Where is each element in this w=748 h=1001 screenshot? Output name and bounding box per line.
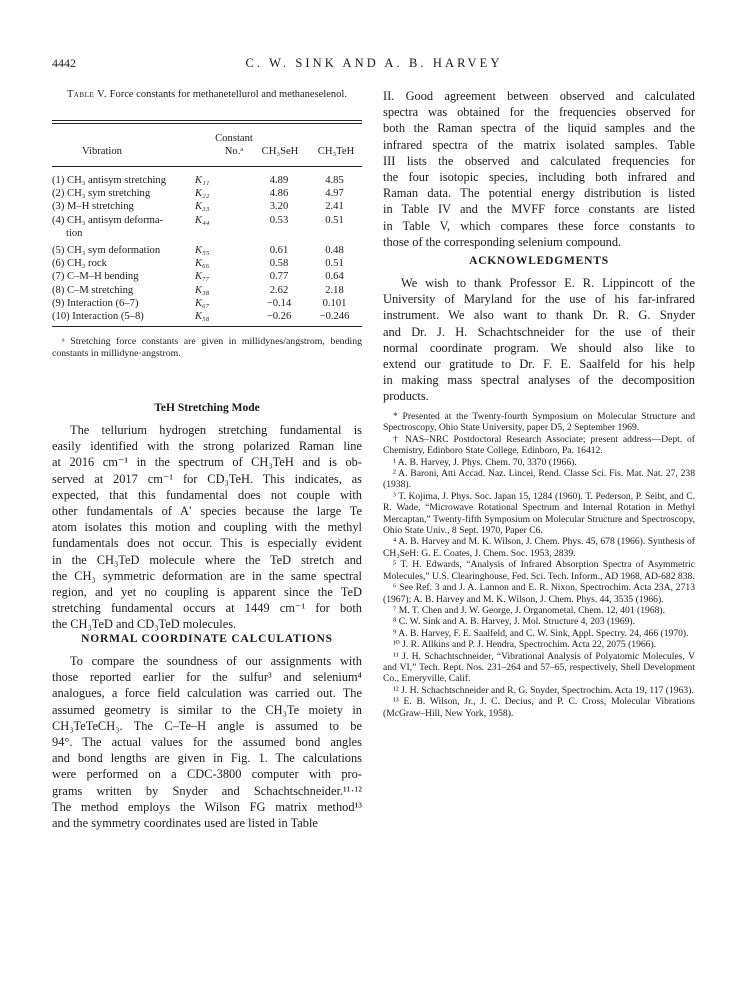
- text-line: The method employs the Wilson FG matrix method¹³: [52, 799, 362, 814]
- constant-no-cell: K₃₃: [195, 201, 210, 213]
- running-title: C. W. SINK AND A. B. HARVEY: [245, 56, 503, 70]
- ch3teh-value-cell: 4.97: [325, 188, 344, 200]
- text-line: atom isolates this motion and coupling with the methyl: [52, 520, 362, 535]
- constant-no-cell: K₅₈: [195, 311, 210, 323]
- text-line: in Table IV and the MVFF force constants are listed: [383, 202, 695, 217]
- reference-item: ⁵ T. H. Edwards, “Analysis of Infrared Absorption Spectra of Asymmetric Molecules,” U.S. Clearinghouse, Fed. Sci. Tech. Inform., AD 1968, AD-682 838.: [383, 559, 695, 582]
- text-line: products.: [383, 389, 429, 404]
- text-line: served at 2017 cm⁻¹ for CD₃TeH. This indicates, as: [52, 471, 362, 486]
- text-line: extend our gratitude to Dr. F. E. Saalfeld for his help: [383, 357, 695, 372]
- section-heading-ack: ACKNOWLEDGMENTS: [469, 255, 609, 267]
- table-bottom-rule: [52, 326, 362, 327]
- right-intro-paragraph: [383, 88, 695, 250]
- page-number: 4442: [52, 56, 76, 70]
- table-caption-text: Force constants for methanetellurol and methaneselenol.: [109, 89, 347, 100]
- constant-no-cell: K₆₆: [195, 258, 210, 270]
- text-line: easily identified with the strong polarized Raman line: [52, 439, 362, 454]
- constant-no-cell: K₁₁: [195, 175, 210, 186]
- reference-item: ⁹ A. B. Harvey, F. E. Saalfeld, and C. W. Sink, Appl. Spectry. 24, 466 (1970).: [393, 627, 689, 639]
- text-line: in making mass spectral analyses of the decomposition: [383, 373, 695, 388]
- vibration-cell: (7) C–M–H bending: [52, 271, 139, 283]
- reference-item: ⁴ A. B. Harvey and M. K. Wilson, J. Chem. Phys. 45, 678 (1966). Synthesis of CH₃SeH: G. E. Coates, J. Chem. Soc. 1953, 2839.: [383, 536, 695, 559]
- table-top-rule: [52, 120, 362, 121]
- table-row: [52, 257, 362, 270]
- text-line: other fundamentals of A′ species because the large Te: [52, 504, 362, 519]
- text-line: instrument. We also want to thank Dr. R. G. Snyder: [383, 308, 695, 323]
- table-row: [52, 310, 362, 323]
- vibration-cell-line: (4) CH₃ antisym deforma-: [52, 214, 164, 226]
- text-line: the four isotopic species, including both infrared and: [383, 170, 695, 185]
- table-caption-label: Table V.: [67, 89, 107, 100]
- text-line: The tellurium hydrogen stretching fundamental is: [70, 423, 362, 437]
- text-line: stretching fundamental occurs at 1449 cm⁻¹ for both: [52, 601, 362, 616]
- text-line: region, and yet no coupling is apparent since the TeD: [52, 585, 362, 600]
- ch3teh-value-cell: 0.51: [325, 258, 344, 270]
- reference-item: ¹ A. B. Harvey, J. Phys. Chem. 70, 3370 (1966).: [393, 456, 577, 468]
- reference-item: ⁷ M. T. Chen and J. W. George, J. Organometal. Chem. 12, 401 (1968).: [393, 604, 666, 616]
- text-line: analogues, a force field calculation was carried out. The: [52, 686, 362, 701]
- header-ch3teh: CH₃TeH: [317, 146, 355, 157]
- ch3seh-value-cell: 4.86: [269, 188, 289, 200]
- ch3seh-value-cell: 0.61: [269, 245, 289, 257]
- reference-item: ² A. Baroni, Atti Accad. Naz. Lincei, Rend. Classe Sci. Fis. Mat. Nat. 27, 238 (1938).: [383, 468, 695, 491]
- table-row: [52, 214, 362, 240]
- header-ch3seh: CH₃SeH: [261, 146, 299, 157]
- vibration-cell: (5) CH₃ sym deformation: [52, 245, 161, 257]
- text-line: II. Good agreement between observed and calculated: [383, 89, 695, 103]
- table-header-rule: [52, 166, 362, 167]
- header-vibration: Vibration: [82, 146, 122, 157]
- ch3seh-value-cell: 3.20: [269, 201, 289, 213]
- text-line: III lists the observed and calculated frequencies for: [383, 153, 695, 168]
- constant-no-cell: K₇₇: [195, 271, 210, 283]
- ch3seh-value-cell: −0.26: [266, 311, 292, 323]
- text-line: in Table V, which compares these force constants to: [383, 218, 695, 233]
- text-line: and Dr. J. H. Schachtschneider for the use of their: [383, 324, 695, 339]
- table-row: [52, 187, 362, 200]
- constant-no-cell: K₃₈: [195, 284, 210, 296]
- table-caption: [52, 88, 362, 101]
- reference-item: * Presented at the Twenty-fourth Symposium on Molecular Structure and Spectroscopy, Ohio State University, paper D5, 2 September 1969.: [383, 411, 695, 434]
- text-line: fundamentals does not occur. This is especially evident: [52, 536, 362, 551]
- table-row: [52, 270, 362, 283]
- reference-item: † NAS–NRC Postdoctoral Research Associate; present address—Dept. of Chemistry, Edinboro State College, Edinboro, Pa. 16412.: [383, 433, 695, 457]
- text-line: the CH₃ symmetric deformation are in the same spectral: [52, 568, 362, 583]
- section-heading-ncc: NORMAL COORDINATE CALCULATIONS: [81, 633, 333, 645]
- ch3seh-value-cell: −0.14: [266, 297, 292, 309]
- table-row: [52, 297, 362, 310]
- text-line: We wish to thank Professor E. R. Lippincott of the: [401, 276, 695, 290]
- ch3teh-value-cell: 0.48: [325, 245, 344, 257]
- table-column-headers: [52, 130, 362, 162]
- text-line: both the Raman spectra of the liquid samples and the: [383, 121, 695, 136]
- vibration-cell: (6) CH₃ rock: [52, 258, 107, 270]
- reference-item: ¹¹ J. H. Schachtschneider, “Vibrational Analysis of Polyatomic Molecules, V and VI,” Tech. Rept. Nos. 231–264 and 57–65, respectively, Shell Development Co., Emeryville, Calif.: [383, 650, 695, 685]
- text-line: in the CH₃TeD molecule where the TeD stretch and: [52, 552, 362, 567]
- vibration-cell-continuation: tion: [66, 227, 83, 239]
- ch3teh-value-cell: 0.51: [325, 214, 344, 226]
- ch3teh-value-cell: 2.41: [325, 201, 344, 213]
- reference-item: ¹² J. H. Schachtschneider and R. G. Snyder, Spectrochim. Acta 19, 117 (1963).: [393, 684, 694, 696]
- teh-paragraph: [52, 422, 362, 633]
- reference-item: ³ T. Kojima, J. Phys. Soc. Japan 15, 1284 (1960). T. Pederson, P. Seibt, and C. R. Wade, “Microwave Rotational Spectrum and Internal Rotation in Methyl Mercaptan,” Twenty-fifth Symposium on Molecular Structure and Spectroscopy, Ohio State Univ., 8 Sept. 1970, Paper C6.: [383, 490, 695, 537]
- constant-no-cell: K₅₅: [195, 245, 210, 257]
- ch3seh-value-cell: 0.58: [269, 258, 289, 270]
- reference-item: ⁶ See Ref. 3 and J. A. Lannon and E. R. Nixon, Spectrochim. Acta 23A, 2713 (1967); A. B. Harvey and M. K. Wilson, J. Chem. Phys. 44, 3535 (1966).: [383, 582, 695, 605]
- text-line: and the symmetry coordinates used are listed in Table: [52, 816, 318, 831]
- reference-list: [383, 411, 695, 719]
- text-line: were performed on a CDC-3800 computer with pro-: [52, 767, 362, 782]
- header-constant-no: No.ᵃ: [224, 146, 244, 157]
- ch3seh-value-cell: 4.89: [269, 175, 289, 186]
- vibration-cell: (8) C–M stretching: [52, 284, 134, 296]
- ch3seh-value-cell: 2.62: [269, 284, 289, 296]
- text-line: assumed geometry is similar to the CH₃Te moiety in: [52, 702, 362, 717]
- table-footnote: ᵃ Stretching force constants are given in millidynes/angstrom, bending constants in millidyne·angstrom.: [52, 336, 362, 360]
- text-line: expected, that this fundamental does not couple with: [52, 487, 362, 502]
- text-line: the CH₃TeD and CD₃TeD molecules.: [52, 617, 237, 632]
- text-line: normal coordinate program. We should also like to: [383, 340, 695, 355]
- ch3seh-value-cell: 0.53: [269, 214, 289, 226]
- vibration-cell: [52, 214, 195, 240]
- text-line: spectra was obtained for the frequencies observed for: [383, 105, 695, 120]
- text-line: Raman data. The potential energy distribution is listed: [383, 186, 695, 201]
- text-line: those of the corresponding selenium compound.: [383, 234, 622, 249]
- table-row: [52, 244, 362, 257]
- text-line: University of Maryland for the use of his far-infrared: [383, 292, 695, 307]
- text-line: those reported earlier for the sulfur³ and selenium⁴: [52, 670, 362, 685]
- text-line: 94°. The actual values for the assumed bond angles: [52, 735, 362, 750]
- text-line: To compare the soundness of our assignments with: [70, 654, 362, 668]
- text-line: CH₃TeTeCH₃. The C–Te–H angle is assumed to be: [52, 718, 362, 733]
- ch3teh-value-cell: 0.64: [325, 271, 344, 283]
- ch3teh-value-cell: −0.246: [319, 311, 350, 323]
- text-line: and bond lengths are given in Fig. 1. The calculations: [52, 751, 362, 766]
- reference-item: ¹³ E. B. Wilson, Jr., J. C. Decius, and P. C. Cross, Molecular Vibrations (McGraw–Hill, New York, 1958).: [383, 696, 695, 719]
- force-constant-table: [52, 174, 362, 323]
- vibration-cell: (2) CH₃ sym stretching: [52, 188, 151, 200]
- constant-no-cell: K₆₇: [195, 297, 210, 309]
- table-top-rule-2: [52, 123, 362, 124]
- ack-paragraph: [383, 275, 695, 405]
- reference-item: ⁸ C. W. Sink and A. B. Harvey, J. Mol. Structure 4, 203 (1969).: [393, 616, 636, 628]
- constant-no-cell: K₂₂: [195, 188, 210, 200]
- vibration-cell: (3) M–H stretching: [52, 201, 134, 213]
- header-constant: Constant: [215, 133, 253, 144]
- ch3teh-value-cell: 2.18: [325, 284, 344, 296]
- ncc-paragraph: [52, 653, 362, 831]
- table-row: [52, 284, 362, 297]
- ch3teh-value-cell: 4.85: [325, 175, 344, 186]
- section-heading-teh: TeH Stretching Mode: [154, 402, 260, 414]
- text-line: grams written by Snyder and Schachtschneider.¹¹·¹²: [52, 783, 362, 798]
- vibration-cell: (9) Interaction (6–7): [52, 297, 139, 309]
- constant-no-cell: K₄₄: [195, 214, 210, 226]
- reference-item: ¹⁰ J. R. Allkins and P. J. Hendra, Spectrochim. Acta 22, 2075 (1966).: [393, 639, 657, 651]
- table-row: [52, 174, 362, 187]
- text-line: infrared spectra of the matrix isolated samples. Table: [383, 137, 695, 152]
- ch3teh-value-cell: 0.101: [322, 297, 347, 309]
- vibration-cell: (10) Interaction (5–8): [52, 311, 144, 323]
- table-row: [52, 200, 362, 213]
- ch3seh-value-cell: 0.77: [269, 271, 289, 283]
- text-line: at 2016 cm⁻¹ in the spectrum of CH₃TeH and is ob-: [52, 455, 362, 470]
- vibration-cell: (1) CH₃ antisym stretching: [52, 175, 167, 186]
